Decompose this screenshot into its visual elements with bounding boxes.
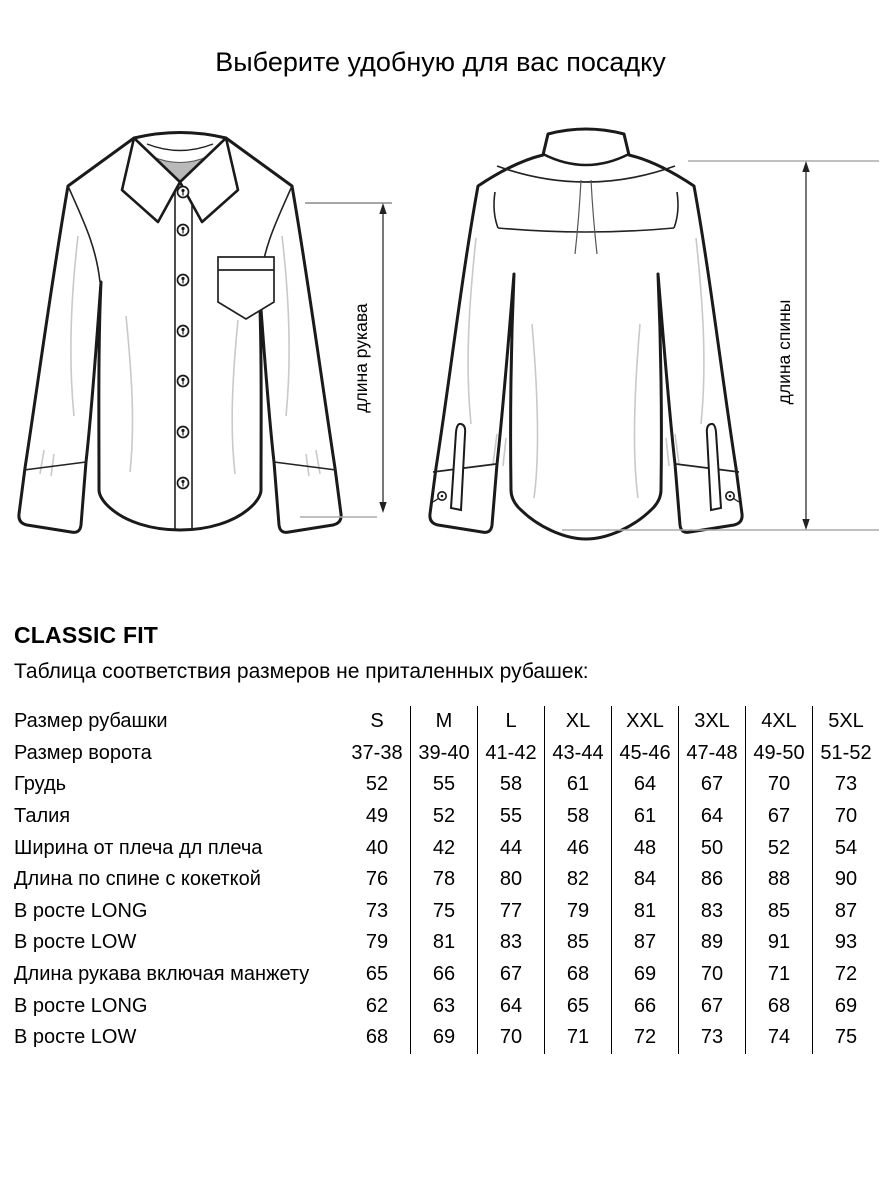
size-cell: 82: [545, 864, 612, 896]
size-cell: 64: [612, 769, 679, 801]
size-cell: 75: [813, 1022, 880, 1054]
row-label: Длина по спине с кокеткой: [14, 868, 261, 891]
size-cell: 47-48: [679, 738, 746, 770]
size-cell: 48: [612, 832, 679, 864]
row-label: В росте LOW: [14, 1026, 137, 1049]
size-cell: 65: [545, 990, 612, 1022]
size-cell: 74: [746, 1022, 813, 1054]
size-table-body: [14, 706, 879, 1054]
size-cell: 83: [679, 896, 746, 928]
size-cell: 52: [411, 801, 478, 833]
row-label: Длина рукава включая манжету: [14, 963, 310, 986]
size-cell: 67: [746, 801, 813, 833]
size-cell: 40: [365, 836, 389, 859]
size-cell: 72: [813, 959, 880, 991]
size-cell: 69: [612, 959, 679, 991]
size-cell: 45-46: [612, 738, 679, 770]
size-cell: 39-40: [411, 738, 478, 770]
size-cell: 84: [612, 864, 679, 896]
size-cell: 69: [411, 1022, 478, 1054]
size-cell: 44: [478, 832, 545, 864]
size-column-header: 4XL: [746, 706, 813, 738]
size-cell: 91: [746, 927, 813, 959]
size-cell: 71: [746, 959, 813, 991]
table-row: [14, 738, 879, 770]
size-cell: 65: [365, 963, 389, 986]
size-cell: 70: [478, 1022, 545, 1054]
table-row: [14, 896, 879, 928]
size-cell: 81: [612, 896, 679, 928]
size-cell: 58: [478, 769, 545, 801]
size-cell: 64: [679, 801, 746, 833]
row-label: В росте LOW: [14, 931, 137, 954]
section-heading: CLASSIC FIT: [14, 622, 159, 648]
size-cell: 68: [365, 1026, 389, 1049]
sleeve-length-label: длина рукава: [351, 303, 371, 413]
size-cell: 78: [411, 864, 478, 896]
row-label: Размер рубашки: [14, 710, 168, 733]
size-cell: 67: [478, 959, 545, 991]
page-title: Выберите удобную для вас посадку: [215, 47, 666, 77]
size-cell: 55: [411, 769, 478, 801]
table-row: [14, 927, 879, 959]
size-cell: 73: [365, 899, 389, 922]
size-cell: 73: [813, 769, 880, 801]
size-cell: 55: [478, 801, 545, 833]
size-cell: 86: [679, 864, 746, 896]
size-cell: 67: [679, 769, 746, 801]
size-cell: 87: [612, 927, 679, 959]
size-cell: 85: [545, 927, 612, 959]
size-cell: 88: [746, 864, 813, 896]
size-cell: 80: [478, 864, 545, 896]
size-cell: 66: [612, 990, 679, 1022]
size-cell: 68: [746, 990, 813, 1022]
size-cell: 69: [813, 990, 880, 1022]
size-cell: 42: [411, 832, 478, 864]
row-label: В росте LONG: [14, 899, 148, 922]
size-column-header: M: [411, 706, 478, 738]
size-cell: 93: [813, 927, 880, 959]
size-cell: 64: [478, 990, 545, 1022]
size-cell: 76: [365, 868, 389, 891]
table-row: [14, 959, 879, 991]
size-cell: 49-50: [746, 738, 813, 770]
size-cell: 66: [411, 959, 478, 991]
row-label: Ширина от плеча дл плеча: [14, 836, 263, 859]
table-row: [14, 864, 879, 896]
size-cell: 37-38: [351, 741, 403, 764]
back-length-label: длина спины: [774, 299, 794, 405]
size-cell: 43-44: [545, 738, 612, 770]
section-subtitle: Таблица соответствия размеров не приталенных рубашек:: [14, 660, 589, 683]
size-column-header: 3XL: [679, 706, 746, 738]
row-label: В росте LONG: [14, 994, 148, 1017]
size-cell: 79: [365, 931, 389, 954]
row-label: Грудь: [14, 773, 67, 796]
size-cell: 70: [746, 769, 813, 801]
size-cell: 67: [679, 990, 746, 1022]
size-cell: 52: [365, 773, 389, 796]
size-cell: 81: [411, 927, 478, 959]
size-column-header: XL: [545, 706, 612, 738]
size-cell: 87: [813, 896, 880, 928]
size-column-header: XXL: [612, 706, 679, 738]
size-cell: 90: [813, 864, 880, 896]
row-label: Размер ворота: [14, 741, 152, 764]
size-cell: 63: [411, 990, 478, 1022]
size-cell: 83: [478, 927, 545, 959]
size-cell: 71: [545, 1022, 612, 1054]
size-cell: 50: [679, 832, 746, 864]
size-cell: 70: [679, 959, 746, 991]
table-row: [14, 990, 879, 1022]
table-row: [14, 769, 879, 801]
size-cell: 46: [545, 832, 612, 864]
size-cell: 54: [813, 832, 880, 864]
size-cell: 52: [746, 832, 813, 864]
table-row: [14, 706, 879, 738]
row-label: Талия: [14, 805, 71, 828]
size-cell: 89: [679, 927, 746, 959]
size-cell: 70: [813, 801, 880, 833]
shirt-figure: [0, 120, 881, 572]
dimension-lines: [0, 120, 881, 572]
table-row: [14, 832, 879, 864]
size-cell: 58: [545, 801, 612, 833]
size-cell: 41-42: [478, 738, 545, 770]
size-cell: 77: [478, 896, 545, 928]
size-column-header: L: [478, 706, 545, 738]
table-row: [14, 801, 879, 833]
size-cell: 85: [746, 896, 813, 928]
sleeve-length-dimension: [300, 203, 392, 517]
size-cell: 51-52: [813, 738, 880, 770]
table-row: [14, 1022, 879, 1054]
size-cell: 68: [545, 959, 612, 991]
size-column-header: 5XL: [813, 706, 880, 738]
size-cell: 72: [612, 1022, 679, 1054]
size-cell: 61: [545, 769, 612, 801]
size-cell: 49: [365, 805, 389, 828]
size-cell: 75: [411, 896, 478, 928]
back-length-dimension: [562, 161, 879, 530]
size-cell: 73: [679, 1022, 746, 1054]
size-table: [14, 706, 879, 1054]
size-cell: 79: [545, 896, 612, 928]
size-cell: 62: [365, 994, 389, 1017]
size-cell: 61: [612, 801, 679, 833]
size-column-header: S: [370, 710, 384, 733]
